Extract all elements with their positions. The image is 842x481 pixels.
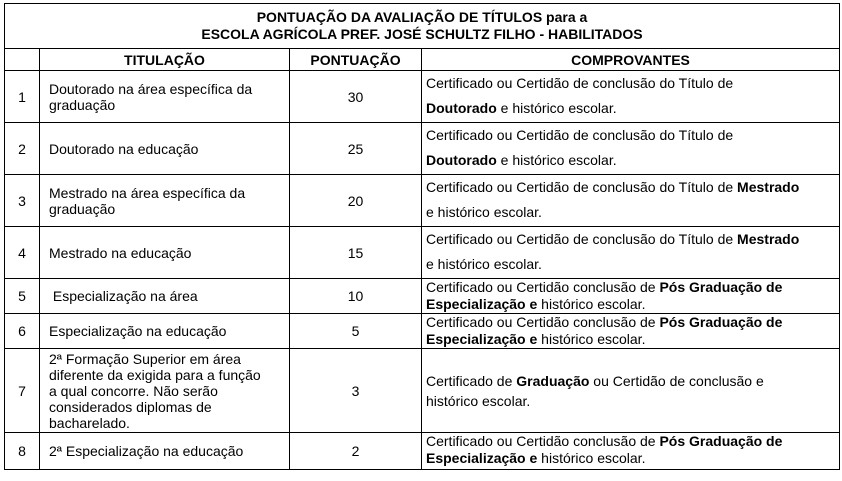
comp-text: e histórico escolar. xyxy=(496,152,617,168)
title-line-1: PONTUAÇÃO DA AVALIAÇÃO DE TÍTULOS para a xyxy=(256,9,588,25)
comp-text: e histórico escolar. xyxy=(426,204,542,220)
comp-text: e histórico escolar. xyxy=(426,256,542,272)
table-row xyxy=(5,279,840,314)
row-comprovantes xyxy=(422,123,840,175)
row-comprovantes xyxy=(422,71,840,123)
row-titulacao xyxy=(40,349,290,433)
header-number xyxy=(5,49,40,71)
titulacao-line: diferente da exigida para a função xyxy=(49,366,261,383)
comp-text: Certificado ou Certidão de conclusão do Título de xyxy=(426,75,734,91)
table-row xyxy=(5,349,840,433)
comp-bold-text: Mestrado xyxy=(737,231,800,247)
row-pontuacao: 5 xyxy=(290,314,422,349)
row-titulacao: Doutorado na área específica da graduação xyxy=(40,71,290,123)
row-number: 1 xyxy=(5,71,40,123)
title-line-2: ESCOLA AGRÍCOLA PREF. JOSÉ SCHULTZ FILHO - HABILITADOS xyxy=(201,26,643,42)
row-comprovantes xyxy=(422,314,840,349)
header-comprovantes: COMPROVANTES xyxy=(422,49,840,71)
comp-text: Certificado ou Certidão de conclusão do Título de xyxy=(426,179,738,195)
row-comprovantes xyxy=(422,227,840,279)
comp-text: ou Certidão de conclusão e xyxy=(589,372,764,389)
comp-text: Certificado ou Certidão de conclusão do Título de xyxy=(426,127,734,143)
row-number: 5 xyxy=(5,279,40,314)
comp-bold-text: Especialização e xyxy=(426,296,538,312)
row-comprovantes xyxy=(422,349,840,433)
table-row xyxy=(5,71,840,123)
comp-bold-text: Pós Graduação de xyxy=(659,279,783,295)
comp-text: histórico escolar. xyxy=(537,296,646,312)
comp-text: Certificado ou Certidão conclusão de xyxy=(426,279,660,295)
comp-bold-text: Mestrado xyxy=(737,179,800,195)
comp-bold-text: Graduação xyxy=(516,372,590,389)
row-titulacao: Especialização na educação xyxy=(40,314,290,349)
comp-bold-text: Especialização e xyxy=(426,450,538,466)
header-row xyxy=(5,49,840,71)
titles-score-table xyxy=(4,3,840,470)
comp-bold-text: Especialização e xyxy=(426,331,538,347)
titulacao-line: 2ª Formação Superior em área xyxy=(49,350,241,367)
row-comprovantes xyxy=(422,433,840,470)
comp-bold-text: Pós Graduação de xyxy=(659,433,783,449)
row-pontuacao: 20 xyxy=(290,175,422,227)
comp-bold-text: Doutorado xyxy=(426,100,497,116)
header-titulacao: TITULAÇÃO xyxy=(40,49,290,71)
row-number: 8 xyxy=(5,433,40,470)
row-titulacao: 2ª Especialização na educação xyxy=(40,433,290,470)
row-titulacao: Especialização na área xyxy=(40,279,290,314)
row-number: 4 xyxy=(5,227,40,279)
comp-text: Certificado ou Certidão conclusão de xyxy=(426,314,660,330)
row-pontuacao: 10 xyxy=(290,279,422,314)
table-row xyxy=(5,175,840,227)
table-row xyxy=(5,314,840,349)
row-titulacao: Mestrado na educação xyxy=(40,227,290,279)
comp-text: Certificado de xyxy=(426,372,517,389)
table-title xyxy=(5,4,840,49)
comp-text: histórico escolar. xyxy=(537,331,646,347)
row-comprovantes xyxy=(422,279,840,314)
row-number: 7 xyxy=(5,349,40,433)
titulacao-line: bacharelado. xyxy=(49,414,130,431)
row-number: 3 xyxy=(5,175,40,227)
header-pontuacao: PONTUAÇÃO xyxy=(290,49,422,71)
comp-text: Certificado ou Certidão conclusão de xyxy=(426,433,660,449)
row-pontuacao: 25 xyxy=(290,123,422,175)
row-titulacao: Mestrado na área específica da graduação xyxy=(40,175,290,227)
comp-bold-text: Doutorado xyxy=(426,152,497,168)
row-pontuacao: 15 xyxy=(290,227,422,279)
row-pontuacao: 3 xyxy=(290,349,422,433)
comp-bold-text: Pós Graduação de xyxy=(659,314,783,330)
table-row xyxy=(5,227,840,279)
comp-text: Certificado ou Certidão de conclusão do Título de xyxy=(426,231,738,247)
titulacao-line: considerados diplomas de xyxy=(49,398,212,415)
comp-text: e histórico escolar. xyxy=(496,100,617,116)
row-number: 2 xyxy=(5,123,40,175)
table-row xyxy=(5,433,840,470)
table-row xyxy=(5,123,840,175)
titulacao-line: a qual concorre. Não serão xyxy=(49,382,218,399)
row-comprovantes xyxy=(422,175,840,227)
comp-text: histórico escolar. xyxy=(426,392,531,409)
row-titulacao: Doutorado na educação xyxy=(40,123,290,175)
row-pontuacao: 30 xyxy=(290,71,422,123)
row-number: 6 xyxy=(5,314,40,349)
row-pontuacao: 2 xyxy=(290,433,422,470)
comp-text: histórico escolar. xyxy=(537,450,646,466)
